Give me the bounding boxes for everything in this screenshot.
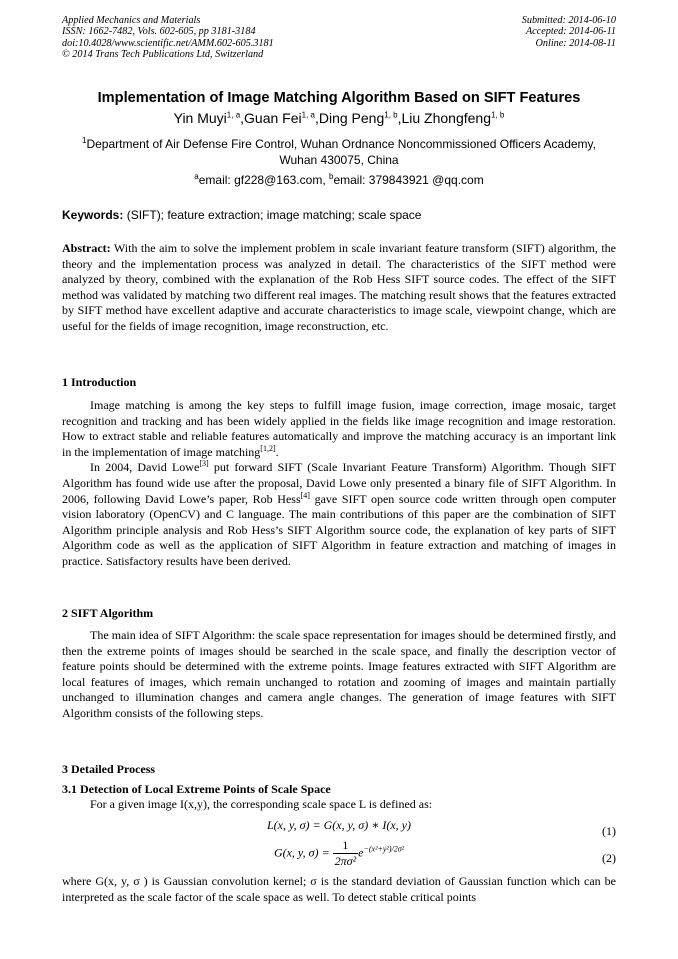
subsection-heading-3-1: 3.1 Detection of Local Extreme Points of Scale Space: [62, 782, 331, 796]
author-sup: 1, a: [226, 110, 241, 120]
email-a-sup: a: [194, 172, 199, 181]
exp-base: e: [358, 845, 364, 860]
journal-name: Applied Mechanics and Materials: [62, 15, 201, 26]
author-sup: 1, b: [491, 110, 505, 120]
fraction-numerator: 1: [333, 838, 359, 854]
email-a: email: gf228@163.com,: [198, 173, 329, 187]
introduction-body: [62, 398, 616, 570]
sift-paragraph: The main idea of SIFT Algorithm: the scale space representation for images should be determined firstly, and then the extreme points of images should be searched in the scale space, and finally the description vector of feature points should be determined with the extreme points. Image features extracted with SIFT Algorithm are local features of images, which remain unchanged to rotation and zooming of images and maintain partially unchanged to illumination changes and camera angle changes. The generation of image features with SIFT Algorithm consists of the following steps.: [62, 628, 616, 720]
citation: [3]: [199, 459, 209, 469]
author-sup: 1, b: [384, 110, 398, 120]
keywords: [62, 208, 421, 222]
subsection-intro: [62, 797, 616, 813]
author-sup: 1, a: [301, 110, 315, 120]
affiliation-text: Department of Air Defense Fire Control, Wuhan Ordnance Noncommissioned Officers Academy, Wuhan 430075, China: [86, 137, 596, 167]
author-list: Yin Muyi$^{1, a}$,Guan Fei$^{1, a}$,Ding Peng$^{1, b}$,Liu Zhongfeng$^{1, b}$: [173, 110, 505, 126]
citation: [4]: [300, 490, 310, 500]
accepted-date: Accepted: 2014-06-11: [525, 26, 616, 38]
section-heading-introduction: 1 Introduction: [62, 375, 137, 389]
equation-1-number: (1): [602, 824, 616, 838]
author-name: Guan Fei: [244, 110, 302, 126]
email-line: [0, 173, 678, 187]
author-name: Yin Muyi: [173, 110, 227, 126]
equation-1-body: L(x, y, σ) = G(x, y, σ) ∗ I(x, y): [266, 818, 412, 832]
abstract-label: Abstract:: [62, 241, 111, 255]
fraction-denominator: 2πσ²: [334, 854, 357, 868]
sift-body: [62, 628, 616, 722]
paper-title: Implementation of Image Matching Algorithm Based on SIFT Features: [97, 90, 581, 106]
equation-2-fraction: [333, 838, 359, 869]
email-b: email: 379843921 @qq.com: [333, 173, 484, 187]
section-heading-detailed-process: 3 Detailed Process: [62, 762, 156, 776]
equation-2: [0, 838, 678, 869]
equation-explanation: [62, 874, 616, 905]
abstract: [62, 241, 616, 335]
intro-paragraph-2: In 2004, David Lowe[3] put forward SIFT (Scale Invariant Feature Transform) Algorithm. Though SIFT Algorithm has found wide use after the proposal, David Lowe only presented a binary file of SIFT Algorithm. In 2006, following David Lowe’s paper, Rob Hess[4] gave SIFT open source code written through open computer vision laboratory (OpenCV) and C language. The main contributions of this paper are the combination of SIFT Algorithm principle analysis and Rob Hess’s SIFT Algorithm source code, the explanation of key parts of SIFT Algorithm code as well as the application of SIFT Algorithm in feature extraction and matching of images in practice. Satisfactory results have been derived.: [62, 459, 616, 568]
equation-explanation-text: where G(x, y, σ ) is Gaussian convolution kernel; σ is the standard deviation of Gaussian function which can be interpreted as the scale factor of the scale space as well. To detect stable critical points: [62, 874, 616, 904]
subsection-intro-text: For a given image I(x,y), the corresponding scale space L is defined as:: [90, 797, 433, 811]
intro-paragraph-1: Image matching is among the key steps to fulfill image fusion, image correction, image mosaic, target recognition and tracking and has been widely applied in the fields like image recognition and image restoration. How to extract stable and reliable features automatically and improve the matching accuracy is an important link in the implementation of image matching[1,2].: [62, 398, 616, 459]
keywords-label: Keywords:: [62, 208, 124, 222]
abstract-text: With the aim to solve the implement problem in scale invariant feature transform (SIFT) algorithm, the theory and the implementation process was analyzed in detail. The characteristics of the SIFT method were analyzed by theory, combined with the explanation of the Rob Hess SIFT source codes. The effect of the SIFT method was validated by matching two different real images. The matching result shows that the features extracted by SIFT method have excellent adaptive and accurate characteristics to image scale, viewpoint change, which are useful for the fields of image recognition, image reconstruction, etc.: [62, 241, 616, 333]
author-name: Liu Zhongfeng: [401, 110, 492, 126]
equation-2-number: (2): [602, 851, 616, 865]
email-b-sup: b: [328, 172, 334, 181]
author-name: Ding Peng: [318, 110, 385, 126]
affiliation-sup: 1: [81, 136, 87, 145]
equation-2-lhs: G(x, y, σ) =: [273, 845, 333, 860]
section-heading-sift: 2 SIFT Algorithm: [62, 606, 154, 620]
equation-1: [0, 818, 678, 833]
doi-line: doi:10.4028/www.scientific.net/AMM.602-605.3181: [62, 37, 274, 49]
copyright-line: © 2014 Trans Tech Publications Ltd, Switzerland: [62, 49, 264, 61]
journal-header: [62, 15, 274, 61]
issn-line: ISSN: 1662-7482, Vols. 602-605, pp 3181-3184: [62, 26, 256, 38]
keywords-text: (SIFT); feature extraction; image matching; scale space: [123, 208, 422, 222]
citation: [1,2]: [260, 443, 276, 453]
submitted-date: Submitted: 2014-06-10: [521, 15, 616, 26]
exp-power: −(x²+y²)/2σ²: [363, 844, 405, 854]
online-date: Online: 2014-08-11: [535, 37, 616, 49]
dates-header: [522, 15, 616, 49]
affiliation: [80, 137, 598, 168]
